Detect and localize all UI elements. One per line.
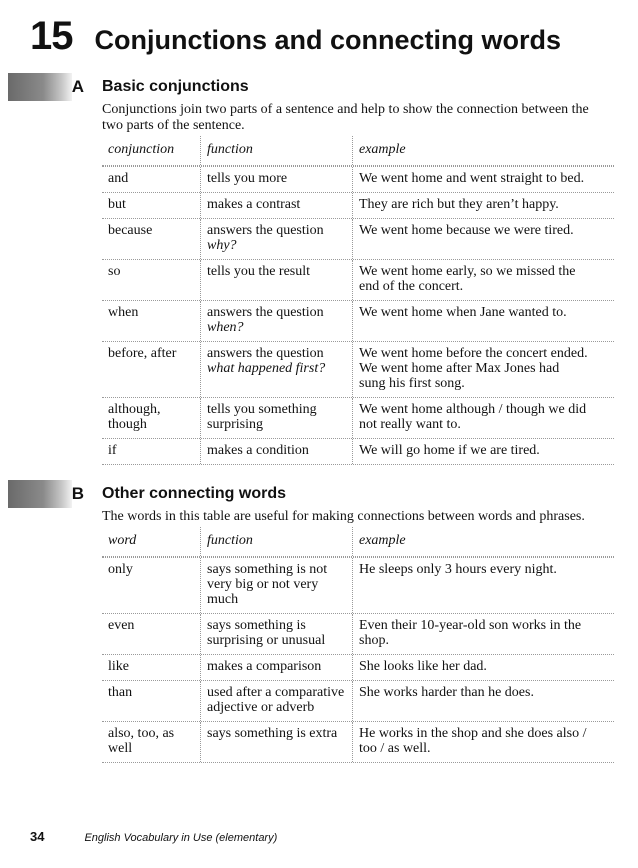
section-a-title: Basic conjunctions xyxy=(102,78,249,95)
conjunction-cell xyxy=(102,398,200,438)
cell-line: but xyxy=(108,197,126,212)
word-cell xyxy=(102,722,200,762)
example-cell xyxy=(352,681,614,721)
table-row xyxy=(102,654,614,680)
section-b-grey-block xyxy=(8,480,72,508)
cell-line: also, too, as xyxy=(108,726,175,741)
function-cell xyxy=(200,439,352,464)
example-cell xyxy=(352,301,614,341)
cell-line: We went home before the concert ended. xyxy=(359,346,588,361)
cell-line: We went home although / though we did xyxy=(359,402,587,417)
column-header-function: function xyxy=(200,527,352,556)
conjunction-cell xyxy=(102,301,200,341)
book-title: English Vocabulary in Use (elementary) xyxy=(84,832,278,844)
cell-line: only xyxy=(108,562,133,577)
cell-line: if xyxy=(108,443,117,458)
table-header-row xyxy=(102,136,614,166)
cell-line: before, after xyxy=(108,346,177,361)
cell-line: We went home early, so we missed the xyxy=(359,264,576,279)
cell-line: end of the concert. xyxy=(359,279,464,294)
table-row xyxy=(102,166,614,192)
table-row xyxy=(102,680,614,721)
cell-line: She works harder than he does. xyxy=(359,685,534,700)
page-number: 34 xyxy=(30,829,45,844)
table-row xyxy=(102,557,614,613)
cell-line: We will go home if we are tired. xyxy=(359,443,540,458)
function-cell xyxy=(200,342,352,397)
cell-line: too / as well. xyxy=(359,741,431,756)
conjunction-cell xyxy=(102,167,200,192)
section-a-letter: A xyxy=(71,77,84,96)
cell-line: makes a contrast xyxy=(207,197,301,212)
table-header-row xyxy=(102,527,614,557)
table-row xyxy=(102,300,614,341)
cell-line: surprising or unusual xyxy=(207,633,326,648)
cell-line: and xyxy=(108,171,129,186)
function-cell xyxy=(200,681,352,721)
example-cell xyxy=(352,167,614,192)
cell-line: although, xyxy=(108,402,161,417)
function-cell xyxy=(200,614,352,654)
cell-line: adjective or adverb xyxy=(207,700,315,715)
table-row xyxy=(102,341,614,397)
example-cell xyxy=(352,193,614,218)
column-header-example: example xyxy=(352,136,614,165)
example-cell xyxy=(352,558,614,613)
cell-line: much xyxy=(207,592,239,607)
example-cell xyxy=(352,342,614,397)
cell-line-italic: why? xyxy=(207,238,237,253)
section-b-marker xyxy=(8,480,86,508)
cell-line: makes a comparison xyxy=(207,659,322,674)
word-cell xyxy=(102,614,200,654)
function-cell xyxy=(200,398,352,438)
conjunction-cell xyxy=(102,439,200,464)
cell-line: We went home because we were tired. xyxy=(359,223,574,238)
example-cell xyxy=(352,439,614,464)
cell-line: He works in the shop and she does also / xyxy=(359,726,587,741)
cell-line: sung his first song. xyxy=(359,376,465,391)
cell-line: so xyxy=(108,264,121,279)
cell-line: They are rich but they aren’t happy. xyxy=(359,197,559,212)
connecting-words-table xyxy=(102,527,614,763)
cell-line: We went home after Max Jones had xyxy=(359,361,560,376)
cell-line: used after a comparative xyxy=(207,685,345,700)
example-cell xyxy=(352,614,614,654)
conjunction-cell xyxy=(102,193,200,218)
cell-line: says something is extra xyxy=(207,726,338,741)
word-cell xyxy=(102,655,200,680)
cell-line: not really want to. xyxy=(359,417,461,432)
unit-number: 15 xyxy=(30,14,73,58)
section-b-intro: The words in this table are useful for making connections between words and phrases. xyxy=(102,509,585,524)
function-cell xyxy=(200,193,352,218)
cell-line: She looks like her dad. xyxy=(359,659,487,674)
cell-line: answers the question xyxy=(207,346,324,361)
table-row xyxy=(102,721,614,763)
section-a-intro: Conjunctions join two parts of a sentence and help to show the connection between the two parts of the sentence. xyxy=(102,102,589,133)
function-cell xyxy=(200,558,352,613)
table-row xyxy=(102,438,614,465)
cell-line: He sleeps only 3 hours every night. xyxy=(359,562,557,577)
table-row xyxy=(102,259,614,300)
cell-line: when xyxy=(108,305,139,320)
cell-line: answers the question xyxy=(207,223,324,238)
section-a-grey-block xyxy=(8,73,72,101)
cell-line: makes a condition xyxy=(207,443,309,458)
unit-title: Conjunctions and connecting words xyxy=(94,25,562,55)
cell-line: because xyxy=(108,223,153,238)
table-row xyxy=(102,397,614,438)
page-footer xyxy=(30,829,277,844)
example-cell xyxy=(352,260,614,300)
conjunction-cell xyxy=(102,219,200,259)
example-cell xyxy=(352,219,614,259)
cell-line: very big or not very xyxy=(207,577,319,592)
cell-line-italic: what happened first? xyxy=(207,361,326,376)
cell-line: than xyxy=(108,685,133,700)
column-header-example: example xyxy=(352,527,614,556)
function-cell xyxy=(200,260,352,300)
section-b-title: Other connecting words xyxy=(102,485,287,502)
function-cell xyxy=(200,655,352,680)
function-cell xyxy=(200,301,352,341)
word-cell xyxy=(102,558,200,613)
cell-line: Even their 10-year-old son works in the xyxy=(359,618,582,633)
cell-line: We went home and went straight to bed. xyxy=(359,171,585,186)
function-cell xyxy=(200,219,352,259)
conjunction-cell xyxy=(102,342,200,397)
table-row xyxy=(102,613,614,654)
example-cell xyxy=(352,398,614,438)
cell-line: shop. xyxy=(359,633,389,648)
cell-line: like xyxy=(108,659,129,674)
cell-line: tells you something xyxy=(207,402,317,417)
cell-line: We went home when Jane wanted to. xyxy=(359,305,567,320)
cell-line: says something is not xyxy=(207,562,328,577)
cell-line: even xyxy=(108,618,135,633)
table-row xyxy=(102,192,614,218)
cell-line: answers the question xyxy=(207,305,324,320)
example-cell xyxy=(352,722,614,762)
table-row xyxy=(102,218,614,259)
column-header-conjunction: conjunction xyxy=(108,142,175,157)
cell-line: says something is xyxy=(207,618,306,633)
section-a-marker xyxy=(8,73,86,101)
cell-line: well xyxy=(108,741,133,756)
word-cell xyxy=(102,681,200,721)
section-b-letter: B xyxy=(71,484,84,503)
cell-line: tells you the result xyxy=(207,264,311,279)
conjunctions-table xyxy=(102,136,614,465)
function-cell xyxy=(200,722,352,762)
function-cell xyxy=(200,167,352,192)
unit-header xyxy=(30,14,561,64)
column-header-word: word xyxy=(108,533,137,548)
cell-line: tells you more xyxy=(207,171,288,186)
example-cell xyxy=(352,655,614,680)
cell-line-italic: when? xyxy=(207,320,244,335)
cell-line: surprising xyxy=(207,417,263,432)
column-header-function: function xyxy=(200,136,352,165)
cell-line: though xyxy=(108,417,147,432)
conjunction-cell xyxy=(102,260,200,300)
